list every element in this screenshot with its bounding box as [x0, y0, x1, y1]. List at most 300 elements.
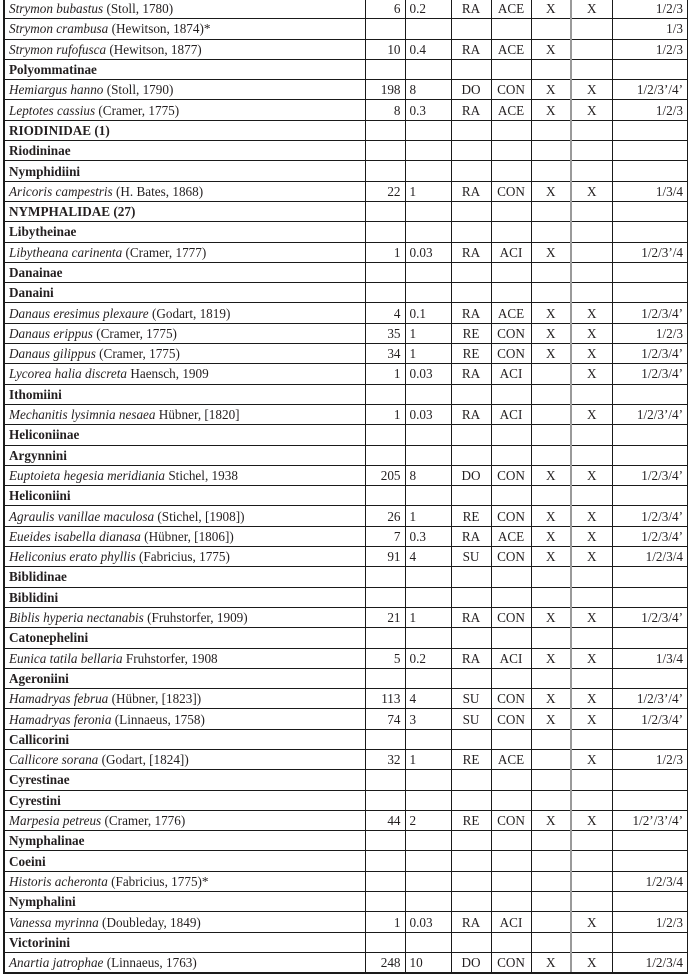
empty-cell: [612, 222, 688, 242]
individual-count: 1: [365, 912, 405, 932]
species-authority: (Doubleday, 1849): [98, 914, 201, 930]
species-name-cell: [4, 689, 365, 709]
percentage: 4: [405, 547, 451, 567]
taxon-group-row: [4, 120, 688, 140]
empty-cell: [612, 932, 688, 952]
species-binomial: Historis acheronta: [9, 873, 108, 889]
species-table-body: [4, 0, 688, 973]
empty-cell: [365, 790, 405, 810]
empty-cell: [531, 141, 571, 161]
presence-mark-1: [531, 19, 571, 39]
species-binomial: Strymon bubastus: [9, 1, 104, 17]
species-row: [4, 19, 688, 39]
taxon-group-row: [4, 587, 688, 607]
sampling-periods: 1/3/4: [612, 648, 688, 668]
species-row: [4, 39, 688, 59]
empty-cell: [405, 851, 451, 871]
species-name-cell: [4, 952, 365, 973]
species-binomial: Eunica tatila bellaria: [9, 650, 123, 666]
abundance-class: SU: [451, 547, 491, 567]
individual-count: 1: [365, 242, 405, 262]
abundance-class: [451, 19, 491, 39]
sampling-periods: 1/2/3/4’: [612, 465, 688, 485]
empty-cell: [405, 831, 451, 851]
empty-cell: [365, 668, 405, 688]
empty-cell: [405, 425, 451, 445]
empty-cell: [571, 587, 612, 607]
empty-cell: [571, 141, 612, 161]
species-binomial: Danaus erippus: [9, 325, 93, 341]
empty-cell: [571, 892, 612, 912]
presence-mark-1: X: [531, 465, 571, 485]
empty-cell: [365, 770, 405, 790]
species-authority: (Stoll, 1790): [103, 82, 174, 98]
percentage: 3: [405, 709, 451, 729]
empty-cell: [571, 120, 612, 140]
species-name-cell: [4, 871, 365, 891]
taxon-group-row: [4, 222, 688, 242]
taxon-group-row: [4, 851, 688, 871]
presence-mark-1: [531, 871, 571, 891]
empty-cell: [612, 587, 688, 607]
species-binomial: Strymon crambusa: [9, 21, 109, 37]
empty-cell: [451, 262, 491, 282]
empty-cell: [612, 425, 688, 445]
empty-cell: [451, 161, 491, 181]
species-row: [4, 303, 688, 323]
empty-cell: [491, 486, 531, 506]
abundance-class: DO: [451, 80, 491, 100]
empty-cell: [451, 59, 491, 79]
presence-mark-2: X: [571, 526, 612, 546]
empty-cell: [571, 932, 612, 952]
taxon-group-label: Cyrestinae: [4, 770, 365, 790]
constancy-category: CON: [491, 952, 531, 973]
empty-cell: [531, 668, 571, 688]
presence-mark-2: X: [571, 181, 612, 201]
abundance-class: RE: [451, 749, 491, 769]
percentage: 10: [405, 952, 451, 973]
empty-cell: [365, 892, 405, 912]
empty-cell: [405, 445, 451, 465]
taxon-group-label: Victorinini: [4, 932, 365, 952]
empty-cell: [451, 141, 491, 161]
constancy-category: CON: [491, 344, 531, 364]
abundance-class: RE: [451, 810, 491, 830]
abundance-class: SU: [451, 689, 491, 709]
sampling-periods: 1/2/3/4: [612, 871, 688, 891]
empty-cell: [365, 628, 405, 648]
taxon-group-row: [4, 668, 688, 688]
sampling-periods: 1/2/3: [612, 749, 688, 769]
species-row: [4, 749, 688, 769]
sampling-periods: 1/2/3/4’: [612, 344, 688, 364]
species-name-cell: [4, 344, 365, 364]
taxon-group-row: [4, 628, 688, 648]
sampling-periods: 1/2/3/4’: [612, 364, 688, 384]
empty-cell: [491, 425, 531, 445]
sampling-periods: 1/2/3: [612, 0, 688, 19]
species-row: [4, 242, 688, 262]
presence-mark-1: X: [531, 648, 571, 668]
empty-cell: [571, 161, 612, 181]
empty-cell: [531, 831, 571, 851]
individual-count: 6: [365, 0, 405, 19]
empty-cell: [612, 790, 688, 810]
empty-cell: [571, 445, 612, 465]
sampling-periods: 1/2/3: [612, 912, 688, 932]
sampling-periods: 1/2/3: [612, 100, 688, 120]
abundance-class: RA: [451, 39, 491, 59]
taxon-group-row: [4, 770, 688, 790]
sampling-periods: 1/2/3: [612, 39, 688, 59]
constancy-category: ACI: [491, 648, 531, 668]
species-row: [4, 810, 688, 830]
sampling-periods: 1/2’/3’/4’: [612, 810, 688, 830]
presence-mark-1: X: [531, 607, 571, 627]
species-row: [4, 100, 688, 120]
species-name-cell: [4, 0, 365, 19]
taxon-group-row: [4, 486, 688, 506]
empty-cell: [491, 831, 531, 851]
constancy-category: ACE: [491, 0, 531, 19]
species-row: [4, 648, 688, 668]
species-binomial: Agraulis vanillae maculosa: [9, 508, 155, 524]
species-row: [4, 952, 688, 973]
empty-cell: [612, 770, 688, 790]
species-binomial: Danaus gilippus: [9, 346, 96, 362]
empty-cell: [531, 222, 571, 242]
constancy-category: CON: [491, 810, 531, 830]
empty-cell: [531, 567, 571, 587]
taxon-group-row: [4, 384, 688, 404]
empty-cell: [365, 831, 405, 851]
species-name-cell: [4, 323, 365, 343]
constancy-category: CON: [491, 80, 531, 100]
taxon-group-row: [4, 445, 688, 465]
species-authority: (Godart, 1819): [148, 305, 231, 321]
percentage: 1: [405, 181, 451, 201]
species-binomial: Biblis hyperia nectanabis: [9, 610, 144, 626]
sampling-periods: 1/2/3/4’: [612, 526, 688, 546]
species-row: [4, 0, 688, 19]
abundance-class: DO: [451, 465, 491, 485]
taxon-group-label: Biblidinae: [4, 567, 365, 587]
species-row: [4, 80, 688, 100]
empty-cell: [531, 262, 571, 282]
abundance-class: RA: [451, 242, 491, 262]
empty-cell: [612, 262, 688, 282]
species-authority: (Cramer, 1775): [95, 346, 180, 362]
constancy-category: CON: [491, 547, 531, 567]
taxon-group-row: [4, 729, 688, 749]
species-authority: (Linnaeus, 1758): [111, 711, 205, 727]
empty-cell: [531, 384, 571, 404]
constancy-category: ACI: [491, 364, 531, 384]
constancy-category: CON: [491, 323, 531, 343]
empty-cell: [365, 851, 405, 871]
percentage: [405, 19, 451, 39]
empty-cell: [491, 851, 531, 871]
empty-cell: [405, 729, 451, 749]
abundance-class: RA: [451, 100, 491, 120]
percentage: 1: [405, 607, 451, 627]
sampling-periods: 1/2/3’/4’: [612, 689, 688, 709]
species-binomial: Aricoris campestris: [9, 183, 113, 199]
empty-cell: [451, 222, 491, 242]
constancy-category: CON: [491, 709, 531, 729]
empty-cell: [365, 283, 405, 303]
taxon-group-row: [4, 831, 688, 851]
abundance-class: RA: [451, 648, 491, 668]
species-row: [4, 912, 688, 932]
empty-cell: [365, 262, 405, 282]
presence-mark-1: [531, 404, 571, 424]
species-name-cell: [4, 749, 365, 769]
species-authority: (Godart, [1824]): [98, 752, 189, 768]
species-binomial: Lycorea halia discreta: [9, 366, 128, 382]
empty-cell: [571, 790, 612, 810]
species-binomial: Heliconius erato phyllis: [9, 549, 136, 565]
presence-mark-1: X: [531, 100, 571, 120]
taxon-group-row: [4, 262, 688, 282]
empty-cell: [405, 201, 451, 221]
species-row: [4, 607, 688, 627]
species-name-cell: [4, 547, 365, 567]
individual-count: 1: [365, 404, 405, 424]
empty-cell: [531, 161, 571, 181]
individual-count: 21: [365, 607, 405, 627]
percentage: 1: [405, 344, 451, 364]
percentage: 1: [405, 323, 451, 343]
abundance-class: RE: [451, 506, 491, 526]
empty-cell: [491, 59, 531, 79]
presence-mark-1: X: [531, 810, 571, 830]
empty-cell: [491, 201, 531, 221]
taxon-group-label: Riodininae: [4, 141, 365, 161]
taxon-group-label: NYMPHALIDAE (27): [4, 201, 365, 221]
species-row: [4, 709, 688, 729]
empty-cell: [612, 141, 688, 161]
empty-cell: [491, 892, 531, 912]
species-row: [4, 364, 688, 384]
percentage: [405, 871, 451, 891]
presence-mark-1: X: [531, 344, 571, 364]
empty-cell: [491, 283, 531, 303]
presence-mark-2: X: [571, 912, 612, 932]
sampling-periods: 1/2/3’/4’: [612, 80, 688, 100]
empty-cell: [612, 892, 688, 912]
empty-cell: [405, 59, 451, 79]
percentage: 0.2: [405, 648, 451, 668]
individual-count: 7: [365, 526, 405, 546]
empty-cell: [491, 120, 531, 140]
species-name-cell: [4, 810, 365, 830]
percentage: 0.4: [405, 39, 451, 59]
species-authority: (Hewitson, 1877): [106, 41, 202, 57]
empty-cell: [531, 729, 571, 749]
presence-mark-2: X: [571, 80, 612, 100]
species-authority: (H. Bates, 1868): [112, 183, 204, 199]
species-authority: (Stoll, 1780): [103, 1, 174, 17]
percentage: 0.2: [405, 0, 451, 19]
empty-cell: [491, 729, 531, 749]
sampling-periods: 1/3/4: [612, 181, 688, 201]
empty-cell: [612, 628, 688, 648]
empty-cell: [571, 262, 612, 282]
empty-cell: [365, 425, 405, 445]
empty-cell: [531, 770, 571, 790]
species-name-cell: [4, 181, 365, 201]
abundance-class: RE: [451, 323, 491, 343]
species-name-cell: [4, 404, 365, 424]
taxon-group-label: Argynnini: [4, 445, 365, 465]
percentage: 0.03: [405, 404, 451, 424]
empty-cell: [405, 141, 451, 161]
percentage: 1: [405, 506, 451, 526]
empty-cell: [405, 161, 451, 181]
empty-cell: [405, 668, 451, 688]
empty-cell: [491, 628, 531, 648]
presence-mark-2: X: [571, 303, 612, 323]
species-name-cell: [4, 80, 365, 100]
empty-cell: [365, 141, 405, 161]
sampling-periods: 1/2/3: [612, 323, 688, 343]
species-binomial: Euptoieta hegesia meridiania: [9, 467, 166, 483]
individual-count: 5: [365, 648, 405, 668]
species-row: [4, 689, 688, 709]
species-row: [4, 181, 688, 201]
presence-mark-2: [571, 871, 612, 891]
empty-cell: [365, 201, 405, 221]
empty-cell: [451, 851, 491, 871]
taxon-group-label: Callicorini: [4, 729, 365, 749]
abundance-class: RE: [451, 344, 491, 364]
presence-mark-2: X: [571, 404, 612, 424]
percentage: 0.3: [405, 100, 451, 120]
presence-mark-2: [571, 39, 612, 59]
percentage: 8: [405, 80, 451, 100]
taxon-group-label: Nymphalini: [4, 892, 365, 912]
empty-cell: [405, 567, 451, 587]
empty-cell: [491, 790, 531, 810]
empty-cell: [571, 567, 612, 587]
sampling-periods: 1/2/3’/4: [612, 242, 688, 262]
species-binomial: Hamadryas februa: [9, 691, 109, 707]
taxon-group-label: Danainae: [4, 262, 365, 282]
taxon-group-row: [4, 790, 688, 810]
sampling-periods: 1/2/3’/4’: [612, 404, 688, 424]
empty-cell: [405, 262, 451, 282]
empty-cell: [571, 384, 612, 404]
taxon-group-row: [4, 201, 688, 221]
empty-cell: [612, 729, 688, 749]
empty-cell: [571, 628, 612, 648]
taxon-group-row: [4, 567, 688, 587]
constancy-category: CON: [491, 689, 531, 709]
taxon-group-label: Ithomiini: [4, 384, 365, 404]
species-name-cell: [4, 19, 365, 39]
empty-cell: [451, 384, 491, 404]
species-authority: (Cramer, 1776): [101, 813, 186, 829]
empty-cell: [365, 567, 405, 587]
empty-cell: [491, 141, 531, 161]
individual-count: 74: [365, 709, 405, 729]
empty-cell: [612, 445, 688, 465]
taxon-group-label: Coeini: [4, 851, 365, 871]
abundance-class: RA: [451, 303, 491, 323]
constancy-category: ACE: [491, 749, 531, 769]
sampling-periods: 1/2/3/4’: [612, 506, 688, 526]
taxon-group-label: Heliconiinae: [4, 425, 365, 445]
taxon-group-row: [4, 59, 688, 79]
individual-count: 10: [365, 39, 405, 59]
empty-cell: [365, 384, 405, 404]
presence-mark-2: X: [571, 607, 612, 627]
species-authority: (Cramer, 1775): [95, 102, 180, 118]
taxon-group-row: [4, 161, 688, 181]
empty-cell: [571, 486, 612, 506]
empty-cell: [451, 892, 491, 912]
species-binomial: Callicore sorana: [9, 752, 99, 768]
presence-mark-1: [531, 912, 571, 932]
species-row: [4, 404, 688, 424]
species-row: [4, 465, 688, 485]
sampling-periods: 1/2/3/4: [612, 547, 688, 567]
percentage: 0.03: [405, 912, 451, 932]
empty-cell: [405, 790, 451, 810]
presence-mark-2: X: [571, 323, 612, 343]
species-name-cell: [4, 465, 365, 485]
species-name-cell: [4, 39, 365, 59]
empty-cell: [612, 161, 688, 181]
presence-mark-1: X: [531, 547, 571, 567]
empty-cell: [451, 932, 491, 952]
individual-count: 1: [365, 364, 405, 384]
presence-mark-1: X: [531, 0, 571, 19]
species-authority: Stichel, 1938: [165, 467, 238, 483]
presence-mark-2: X: [571, 465, 612, 485]
abundance-class: RA: [451, 404, 491, 424]
presence-mark-1: X: [531, 526, 571, 546]
presence-mark-1: [531, 364, 571, 384]
abundance-class: DO: [451, 952, 491, 973]
species-authority: Fruhstorfer, 1908: [122, 650, 218, 666]
empty-cell: [365, 59, 405, 79]
percentage: 0.03: [405, 364, 451, 384]
empty-cell: [571, 851, 612, 871]
empty-cell: [451, 283, 491, 303]
species-name-cell: [4, 526, 365, 546]
taxon-group-row: [4, 932, 688, 952]
taxon-group-label: Danaini: [4, 283, 365, 303]
empty-cell: [451, 831, 491, 851]
species-binomial: Hemiargus hanno: [9, 82, 104, 98]
presence-mark-1: X: [531, 181, 571, 201]
empty-cell: [612, 567, 688, 587]
species-name-cell: [4, 100, 365, 120]
constancy-category: CON: [491, 181, 531, 201]
species-binomial: Marpesia petreus: [9, 813, 102, 829]
presence-mark-2: [571, 19, 612, 39]
species-name-cell: [4, 506, 365, 526]
species-binomial: Danaus eresimus plexaure: [9, 305, 149, 321]
taxon-group-row: [4, 425, 688, 445]
taxon-group-label: Nymphalinae: [4, 831, 365, 851]
empty-cell: [612, 851, 688, 871]
taxon-group-label: Libytheinae: [4, 222, 365, 242]
taxon-group-label: Ageroniini: [4, 668, 365, 688]
